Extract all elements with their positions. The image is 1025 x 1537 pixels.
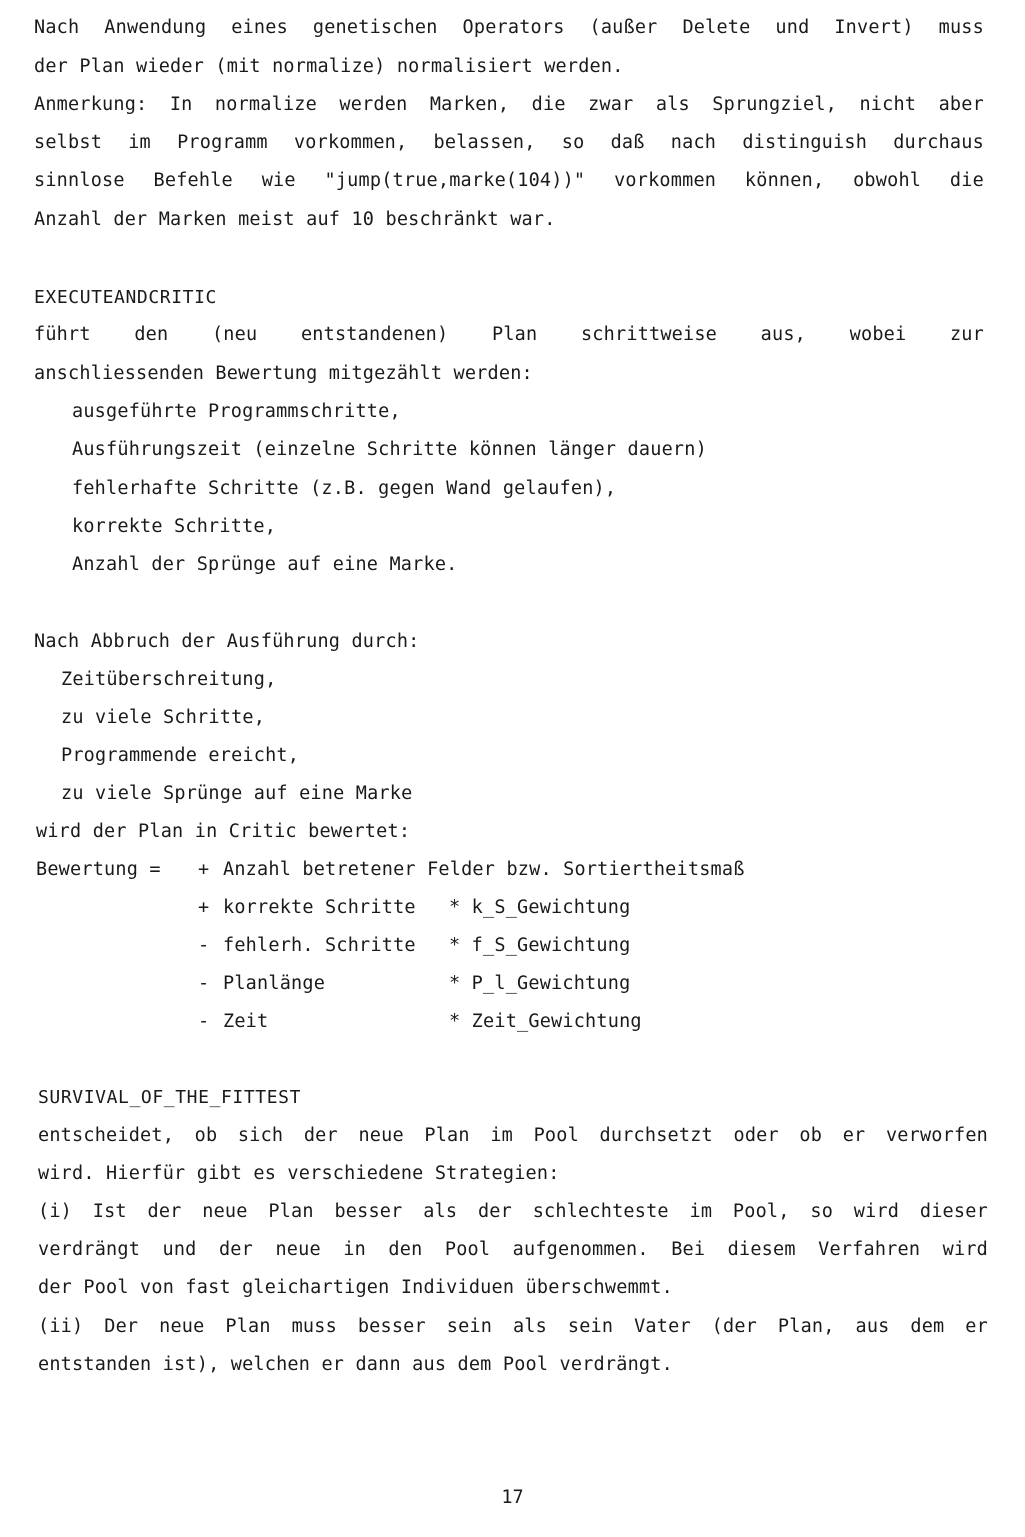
word: neue	[358, 1125, 404, 1146]
word: Delete	[682, 17, 751, 38]
word: so	[810, 1201, 834, 1222]
word: muss	[938, 17, 984, 38]
word: wie	[261, 170, 296, 191]
formula-term: Planlänge	[223, 973, 326, 994]
text-line: wird der Plan in Critic bewertet:	[36, 821, 411, 842]
list-item: Programmende ereicht,	[61, 745, 300, 766]
list-item: ausgeführte Programmschritte,	[72, 401, 401, 422]
word: der	[218, 1239, 253, 1260]
word: "jump(true,marke(104))"	[324, 170, 586, 191]
formula-weight: * P_l_Gewichtung	[449, 973, 631, 994]
formula-term: fehlerh. Schritte	[223, 935, 416, 956]
word: Pool	[444, 1239, 491, 1260]
word: verdrängt	[38, 1239, 141, 1260]
word: obwohl	[853, 170, 922, 191]
word: ob	[194, 1125, 218, 1146]
formula-op: -	[198, 935, 210, 956]
word: (neu	[211, 324, 258, 345]
formula-op: +	[198, 897, 210, 918]
word: neue	[202, 1201, 248, 1222]
word: aus	[855, 1316, 890, 1337]
word: sein	[567, 1316, 614, 1337]
word: (außer	[589, 17, 658, 38]
section-heading: EXECUTEANDCRITIC	[34, 287, 217, 308]
text-line: anschliessenden Bewertung mitgezählt werden:	[34, 363, 533, 384]
word: Vater	[634, 1316, 691, 1337]
word: Plan,	[777, 1316, 835, 1337]
word: aber	[938, 94, 984, 115]
word: der	[477, 1201, 512, 1222]
word: im	[689, 1201, 713, 1222]
word: besser	[357, 1316, 426, 1337]
word: können,	[744, 170, 825, 191]
text-line	[34, 171, 984, 193]
formula-op: -	[198, 973, 210, 994]
word: der	[303, 1125, 338, 1146]
list-item: Zeitüberschreitung,	[61, 669, 277, 690]
text-line	[38, 1240, 988, 1262]
word: selbst	[34, 132, 103, 153]
text-line	[34, 133, 984, 155]
word: im	[490, 1125, 513, 1146]
word: führt	[34, 324, 91, 345]
word: aus,	[760, 324, 807, 345]
word: der	[147, 1201, 182, 1222]
word: und	[162, 1239, 197, 1260]
word: Pool,	[732, 1201, 790, 1222]
word: Ist	[92, 1201, 127, 1222]
word: vorkommen	[614, 170, 717, 191]
word: sich	[237, 1125, 284, 1146]
text-line: der Pool von fast gleichartigen Individuen überschwemmt.	[38, 1277, 673, 1298]
word: als	[423, 1201, 458, 1222]
word: Pool	[533, 1125, 579, 1146]
formula-term: Zeit	[223, 1011, 269, 1032]
word: distinguish	[742, 132, 868, 153]
word: im	[128, 132, 151, 153]
word: entstandenen)	[300, 324, 449, 345]
word: (i)	[38, 1201, 73, 1222]
word: oder	[733, 1125, 779, 1146]
word: daß	[610, 132, 645, 153]
word: schlechteste	[532, 1201, 669, 1222]
word: zwar	[588, 94, 634, 115]
word: ob	[799, 1125, 823, 1146]
word: nach	[670, 132, 717, 153]
word: verworfen	[885, 1125, 988, 1146]
word: muss	[291, 1316, 337, 1337]
word: Nach	[34, 17, 80, 38]
word: Plan	[491, 324, 538, 345]
word: Operators	[462, 17, 565, 38]
word: durchaus	[893, 132, 984, 153]
word: in	[343, 1239, 366, 1260]
word: Invert)	[834, 17, 914, 38]
word: wird	[853, 1201, 900, 1222]
text-line: entstanden ist), welchen er dann aus dem Pool verdrängt.	[38, 1354, 673, 1375]
word: diesem	[727, 1239, 796, 1260]
word: Marken,	[429, 94, 510, 115]
word: er	[842, 1125, 866, 1146]
word: er	[965, 1316, 988, 1337]
text-line: Anzahl der Marken meist auf 10 beschränkt war.	[34, 209, 556, 230]
formula-label: Bewertung =	[36, 859, 161, 880]
word: eines	[231, 17, 288, 38]
word: Bei	[671, 1239, 706, 1260]
word: In	[169, 94, 193, 115]
word: Plan	[225, 1316, 271, 1337]
word: durchsetzt	[599, 1125, 713, 1146]
word: neue	[275, 1239, 321, 1260]
word: wird	[942, 1239, 988, 1260]
text-line	[34, 18, 984, 40]
text-line: wird. Hierfür gibt es verschiedene Strategien:	[38, 1163, 560, 1184]
formula-op: +	[198, 859, 210, 880]
text-line	[34, 95, 984, 117]
word: sinnlose	[34, 170, 125, 191]
word: neue	[159, 1316, 205, 1337]
word: zur	[949, 324, 984, 345]
list-item: korrekte Schritte,	[72, 516, 277, 537]
word: entscheidet,	[38, 1125, 175, 1146]
word: die	[949, 170, 984, 191]
word: den	[134, 324, 169, 345]
formula-weight: * Zeit_Gewichtung	[449, 1011, 642, 1032]
word: (ii)	[38, 1316, 84, 1337]
section-heading: SURVIVAL_OF_THE_FITTEST	[38, 1087, 302, 1108]
list-item: zu viele Sprünge auf eine Marke	[61, 783, 413, 804]
word: die	[531, 94, 566, 115]
word: nicht	[859, 94, 917, 115]
word: werden	[339, 94, 408, 115]
word: sein	[446, 1316, 493, 1337]
list-item: zu viele Schritte,	[61, 707, 266, 728]
text-line	[38, 1126, 988, 1148]
word: Der	[104, 1316, 139, 1337]
word: Sprungziel,	[712, 94, 838, 115]
word: genetischen	[312, 17, 438, 38]
list-item: Ausführungszeit (einzelne Schritte können länger dauern)	[72, 439, 707, 460]
word: belassen,	[433, 132, 536, 153]
word: dem	[910, 1316, 945, 1337]
word: Verfahren	[818, 1239, 921, 1260]
word: so	[561, 132, 585, 153]
text-line: Nach Abbruch der Ausführung durch:	[34, 631, 420, 652]
word: Anwendung	[104, 17, 207, 38]
formula-weight: * k_S_Gewichtung	[449, 897, 631, 918]
word: normalize	[214, 94, 317, 115]
word: wobei	[849, 324, 907, 345]
word: Anmerkung:	[34, 94, 148, 115]
word: als	[512, 1316, 547, 1337]
text-line: der Plan wieder (mit normalize) normalisiert werden.	[34, 56, 624, 77]
word: besser	[334, 1201, 403, 1222]
word: aufgenommen.	[512, 1239, 649, 1260]
text-line	[34, 325, 984, 347]
word: Programm	[177, 132, 268, 153]
word: Plan	[424, 1125, 470, 1146]
word: (der	[711, 1316, 758, 1337]
text-line	[38, 1202, 988, 1224]
word: den	[388, 1239, 423, 1260]
word: dieser	[919, 1201, 988, 1222]
page-number: 17	[501, 1487, 524, 1508]
word: Befehle	[153, 170, 233, 191]
word: als	[655, 94, 690, 115]
text-line	[38, 1317, 988, 1339]
word: und	[775, 17, 810, 38]
word: Plan	[268, 1201, 314, 1222]
formula-term: korrekte Schritte	[223, 897, 416, 918]
formula-term: Anzahl betretener Felder bzw. Sortiertheitsmaß	[223, 859, 745, 880]
formula-op: -	[198, 1011, 210, 1032]
word: vorkommen,	[293, 132, 408, 153]
formula-weight: * f_S_Gewichtung	[449, 935, 631, 956]
list-item: fehlerhafte Schritte (z.B. gegen Wand gelaufen),	[72, 478, 617, 499]
list-item: Anzahl der Sprünge auf eine Marke.	[72, 554, 458, 575]
word: schrittweise	[580, 324, 718, 345]
